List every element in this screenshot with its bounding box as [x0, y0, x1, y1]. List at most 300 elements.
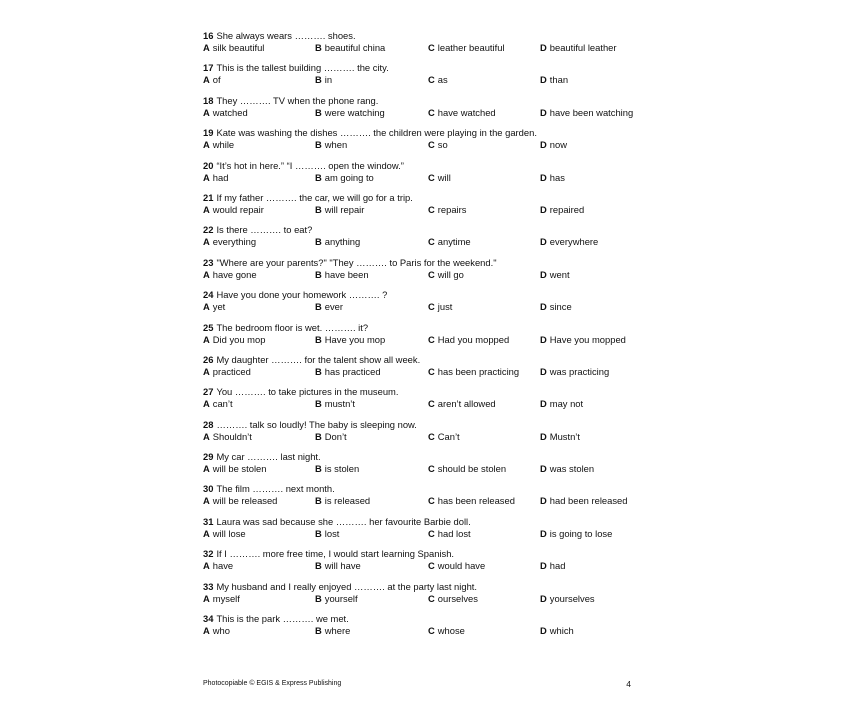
question-text: My daughter ………. for the talent show all week.: [216, 353, 421, 365]
question-text: If my father ………. the car, we will go for a trip.: [216, 191, 413, 203]
question-stem: [203, 95, 663, 107]
question-text: My car ………. last night.: [216, 451, 321, 463]
answer-option-b: [315, 593, 358, 605]
question-item: [203, 386, 663, 418]
question-number: 33: [203, 580, 214, 592]
answer-option-a: [203, 593, 240, 605]
option-text: anytime: [437, 236, 471, 248]
option-text: mustn’t: [324, 398, 355, 410]
answer-option-d: [540, 463, 594, 475]
option-text: will have: [324, 560, 361, 572]
option-text: have: [212, 560, 234, 572]
answer-option-a: [203, 528, 246, 540]
option-text: has practiced: [324, 365, 381, 377]
option-text: than: [549, 74, 569, 86]
question-stem: [203, 127, 663, 139]
question-number: 34: [203, 613, 214, 625]
option-text: have gone: [212, 268, 257, 280]
question-number: 26: [203, 353, 214, 365]
answer-option-d: [540, 528, 612, 540]
option-letter: D: [540, 495, 547, 507]
answer-option-c: [428, 107, 496, 119]
option-letter: B: [315, 560, 322, 572]
option-letter: D: [540, 592, 547, 604]
answer-options: [203, 204, 663, 216]
question-stem: [203, 192, 663, 204]
option-letter: A: [203, 268, 210, 280]
option-letter: C: [428, 301, 435, 313]
option-letter: D: [540, 42, 547, 53]
option-text: beautiful leather: [549, 42, 617, 53]
option-letter: B: [315, 365, 322, 377]
answer-option-a: [203, 431, 252, 443]
answer-option-d: [540, 172, 565, 184]
option-text: will repair: [324, 203, 365, 215]
answer-option-b: [315, 172, 374, 184]
option-text: watched: [212, 106, 248, 118]
answer-option-c: [428, 366, 519, 378]
option-text: ourselves: [437, 592, 478, 604]
option-text: repaired: [549, 203, 585, 215]
option-letter: A: [203, 625, 210, 637]
option-text: have been watching: [549, 106, 634, 118]
option-letter: C: [428, 236, 435, 248]
option-letter: A: [203, 203, 210, 215]
answer-option-c: [428, 398, 496, 410]
answer-options: [203, 236, 663, 248]
option-text: has: [549, 171, 565, 183]
question-stem: [203, 516, 663, 528]
option-text: Had you mopped: [437, 333, 510, 345]
answer-option-c: [428, 463, 506, 475]
question-number: 21: [203, 191, 214, 203]
question-text: The bedroom floor is wet. ………. it?: [216, 321, 369, 333]
option-text: of: [212, 74, 221, 86]
option-text: am going to: [324, 171, 374, 183]
page-number: 4: [626, 679, 631, 689]
option-text: yourself: [324, 592, 358, 604]
answer-option-b: [315, 236, 360, 248]
question-item: [203, 257, 663, 289]
question-text: This is the park ………. we met.: [216, 613, 349, 625]
answer-option-c: [428, 172, 451, 184]
option-text: was practicing: [549, 365, 610, 377]
option-text: everywhere: [549, 236, 599, 248]
question-stem: [203, 451, 663, 463]
option-text: when: [324, 139, 348, 151]
answer-options: [203, 463, 663, 475]
option-text: Don’t: [324, 430, 347, 442]
option-letter: B: [315, 268, 322, 280]
answer-option-d: [540, 74, 568, 86]
answer-options: [203, 431, 663, 443]
option-text: will lose: [212, 527, 246, 539]
question-text: They ………. TV when the phone rang.: [216, 94, 379, 106]
option-text: will: [437, 171, 451, 183]
option-text: had: [549, 560, 566, 572]
option-letter: A: [203, 333, 210, 345]
question-item: [203, 127, 663, 159]
answer-option-b: [315, 334, 385, 346]
option-text: yet: [212, 301, 226, 313]
option-text: ever: [324, 301, 344, 313]
answer-option-b: [315, 495, 370, 507]
option-letter: A: [203, 398, 210, 410]
option-text: may not: [549, 398, 584, 410]
answer-options: [203, 528, 663, 540]
option-text: Shouldn’t: [212, 430, 252, 442]
question-item: [203, 322, 663, 354]
answer-option-d: [540, 236, 598, 248]
option-text: Mustn’t: [549, 430, 580, 442]
option-letter: D: [540, 236, 547, 248]
question-stem: [203, 419, 663, 431]
option-letter: C: [428, 527, 435, 539]
question-text: Laura was sad because she ………. her favourite Barbie doll.: [216, 515, 471, 527]
answer-option-a: [203, 107, 248, 119]
option-letter: A: [203, 365, 210, 377]
option-text: would repair: [212, 203, 264, 215]
option-letter: D: [540, 625, 547, 637]
option-text: anything: [324, 236, 361, 248]
option-letter: A: [203, 301, 210, 313]
question-number: 16: [203, 30, 214, 41]
answer-option-c: [428, 139, 448, 151]
answer-options: [203, 107, 663, 119]
answer-option-c: [428, 334, 509, 346]
question-number: 23: [203, 256, 214, 268]
option-text: as: [437, 74, 448, 86]
option-letter: B: [315, 236, 322, 248]
question-item: [203, 483, 663, 515]
answer-option-d: [540, 560, 565, 572]
answer-options: [203, 301, 663, 313]
question-stem: [203, 160, 663, 172]
option-letter: C: [428, 560, 435, 572]
option-letter: A: [203, 527, 210, 539]
option-text: has been practicing: [437, 365, 520, 377]
question-stem: [203, 322, 663, 334]
option-text: have watched: [437, 106, 496, 118]
answer-option-c: [428, 236, 471, 248]
question-text: The film ………. next month.: [216, 483, 335, 495]
option-letter: B: [315, 106, 322, 118]
question-stem: [203, 386, 663, 398]
question-text: This is the tallest building ………. the city.: [216, 62, 389, 74]
answer-option-d: [540, 139, 567, 151]
option-text: whose: [437, 625, 465, 637]
option-letter: B: [315, 625, 322, 637]
option-text: where: [324, 625, 351, 637]
answer-option-c: [428, 204, 466, 216]
option-text: would have: [437, 560, 486, 572]
option-letter: C: [428, 365, 435, 377]
answer-option-a: [203, 139, 234, 151]
question-text: Is there ………. to eat?: [216, 224, 313, 236]
option-letter: D: [540, 268, 547, 280]
answer-option-a: [203, 204, 264, 216]
question-item: [203, 451, 663, 483]
question-number: 31: [203, 515, 214, 527]
question-text: Have you done your homework ………. ?: [216, 289, 388, 301]
option-text: beautiful china: [324, 42, 386, 53]
option-text: leather beautiful: [437, 42, 505, 53]
option-letter: B: [315, 139, 322, 151]
question-item: [203, 62, 663, 94]
option-letter: B: [315, 463, 322, 475]
answer-option-b: [315, 204, 364, 216]
question-item: [203, 160, 663, 192]
question-stem: [203, 581, 663, 593]
option-text: everything: [212, 236, 257, 248]
option-text: since: [549, 301, 572, 313]
question-number: 30: [203, 483, 214, 495]
answer-option-d: [540, 269, 570, 281]
option-text: silk beautiful: [212, 42, 265, 53]
answer-option-c: [428, 301, 452, 313]
answer-option-b: [315, 366, 381, 378]
question-number: 28: [203, 418, 214, 430]
answer-option-c: [428, 593, 478, 605]
answer-option-d: [540, 495, 627, 507]
answer-option-b: [315, 431, 347, 443]
option-letter: B: [315, 398, 322, 410]
option-letter: C: [428, 268, 435, 280]
answer-options: [203, 74, 663, 86]
option-letter: A: [203, 106, 210, 118]
option-letter: A: [203, 171, 210, 183]
option-letter: D: [540, 430, 547, 442]
option-letter: A: [203, 560, 210, 572]
option-letter: C: [428, 430, 435, 442]
option-text: myself: [212, 592, 240, 604]
question-item: [203, 30, 663, 62]
question-number: 18: [203, 94, 214, 106]
answer-option-a: [203, 74, 221, 86]
option-letter: B: [315, 42, 322, 53]
answer-options: [203, 366, 663, 378]
question-item: [203, 419, 663, 451]
answer-option-d: [540, 42, 617, 54]
option-text: so: [437, 139, 448, 151]
option-letter: B: [315, 171, 322, 183]
option-letter: D: [540, 398, 547, 410]
answer-option-b: [315, 107, 385, 119]
question-stem: [203, 548, 663, 560]
option-letter: C: [428, 74, 435, 86]
option-text: while: [212, 139, 235, 151]
option-text: is going to lose: [549, 527, 613, 539]
option-text: practiced: [212, 365, 251, 377]
answer-options: [203, 172, 663, 184]
option-text: can’t: [212, 398, 233, 410]
option-text: just: [437, 301, 453, 313]
option-text: now: [549, 139, 567, 151]
option-text: were watching: [324, 106, 385, 118]
option-letter: C: [428, 592, 435, 604]
option-letter: D: [540, 527, 547, 539]
option-letter: B: [315, 74, 322, 86]
question-item: [203, 289, 663, 321]
answer-option-a: [203, 495, 277, 507]
question-number: 24: [203, 289, 214, 301]
answer-options: [203, 42, 663, 54]
answer-option-d: [540, 334, 626, 346]
option-text: had: [212, 171, 229, 183]
answer-option-a: [203, 172, 228, 184]
answer-option-d: [540, 398, 583, 410]
answer-option-c: [428, 42, 505, 54]
question-item: [203, 516, 663, 548]
question-stem: [203, 613, 663, 625]
option-letter: B: [315, 203, 322, 215]
option-text: is stolen: [324, 463, 360, 475]
answer-options: [203, 334, 663, 346]
option-letter: C: [428, 495, 435, 507]
answer-option-a: [203, 463, 266, 475]
option-letter: D: [540, 74, 547, 86]
option-text: Can’t: [437, 430, 460, 442]
question-text: My husband and I really enjoyed ………. at the party last night.: [216, 580, 477, 592]
answer-option-a: [203, 398, 233, 410]
answer-option-d: [540, 204, 584, 216]
answer-option-a: [203, 236, 256, 248]
answer-option-b: [315, 42, 385, 54]
question-item: [203, 613, 663, 645]
option-text: yourselves: [549, 592, 595, 604]
answer-option-d: [540, 431, 580, 443]
option-letter: D: [540, 106, 547, 118]
option-text: had been released: [549, 495, 628, 507]
question-number: 32: [203, 548, 214, 560]
question-item: [203, 95, 663, 127]
option-text: will go: [437, 268, 464, 280]
question-text: Kate was washing the dishes ………. the children were playing in the garden.: [216, 127, 537, 139]
option-letter: D: [540, 560, 547, 572]
option-text: is released: [324, 495, 371, 507]
option-letter: B: [315, 430, 322, 442]
question-stem: [203, 483, 663, 495]
option-text: who: [212, 625, 230, 637]
option-letter: A: [203, 592, 210, 604]
question-item: [203, 548, 663, 580]
answer-option-c: [428, 560, 485, 572]
question-number: 19: [203, 127, 214, 139]
answer-option-b: [315, 560, 361, 572]
answer-option-b: [315, 301, 343, 313]
answer-option-d: [540, 625, 574, 637]
option-letter: D: [540, 365, 547, 377]
option-letter: A: [203, 139, 210, 151]
answer-option-d: [540, 107, 633, 119]
question-stem: [203, 289, 663, 301]
answer-option-d: [540, 301, 572, 313]
question-text: You ………. to take pictures in the museum.: [216, 386, 399, 398]
question-stem: [203, 257, 663, 269]
question-number: 25: [203, 321, 214, 333]
option-letter: C: [428, 625, 435, 637]
answer-option-a: [203, 301, 225, 313]
answer-option-a: [203, 366, 251, 378]
answer-option-a: [203, 269, 257, 281]
answer-option-a: [203, 625, 230, 637]
option-letter: B: [315, 301, 322, 313]
option-text: has been released: [437, 495, 515, 507]
answer-option-b: [315, 625, 350, 637]
option-text: lost: [324, 527, 340, 539]
answer-options: [203, 495, 663, 507]
answer-option-d: [540, 593, 595, 605]
question-stem: [203, 224, 663, 236]
option-text: Have you mopped: [549, 333, 626, 345]
question-text: “It’s hot in here.” “I ………. open the window.”: [216, 159, 404, 171]
option-letter: B: [315, 333, 322, 345]
option-text: Have you mop: [324, 333, 386, 345]
answer-option-b: [315, 74, 332, 86]
question-text: If I ………. more free time, I would start learning Spanish.: [216, 548, 455, 560]
answer-option-b: [315, 398, 355, 410]
option-text: was stolen: [549, 463, 595, 475]
answer-options: [203, 593, 663, 605]
question-text: She always wears ………. shoes.: [216, 30, 356, 41]
answer-option-a: [203, 560, 233, 572]
question-text: ………. talk so loudly! The baby is sleeping now.: [216, 418, 417, 430]
option-letter: D: [540, 301, 547, 313]
question-stem: [203, 30, 663, 42]
question-list: [203, 30, 663, 645]
answer-options: [203, 139, 663, 151]
question-stem: [203, 354, 663, 366]
question-number: 29: [203, 451, 214, 463]
question-number: 27: [203, 386, 214, 398]
answer-option-b: [315, 139, 347, 151]
option-text: went: [549, 268, 570, 280]
answer-option-c: [428, 269, 464, 281]
option-letter: C: [428, 463, 435, 475]
option-text: in: [324, 74, 333, 86]
option-letter: A: [203, 430, 210, 442]
question-text: "Where are your parents?" "They ………. to Paris for the weekend.": [216, 256, 497, 268]
option-letter: C: [428, 42, 435, 53]
question-item: [203, 581, 663, 613]
option-letter: D: [540, 171, 547, 183]
option-letter: A: [203, 463, 210, 475]
option-letter: C: [428, 106, 435, 118]
answer-option-c: [428, 74, 448, 86]
question-item: [203, 192, 663, 224]
answer-options: [203, 269, 663, 281]
answer-option-a: [203, 42, 264, 54]
option-letter: B: [315, 592, 322, 604]
option-letter: C: [428, 333, 435, 345]
option-letter: B: [315, 527, 322, 539]
option-text: will be released: [212, 495, 278, 507]
option-letter: D: [540, 333, 547, 345]
answer-option-d: [540, 366, 609, 378]
option-text: will be stolen: [212, 463, 267, 475]
answer-options: [203, 560, 663, 572]
option-text: aren’t allowed: [437, 398, 496, 410]
option-letter: A: [203, 42, 210, 53]
answer-option-c: [428, 528, 471, 540]
option-text: should be stolen: [437, 463, 507, 475]
question-number: 17: [203, 62, 214, 74]
answer-options: [203, 398, 663, 410]
option-letter: A: [203, 495, 210, 507]
option-letter: C: [428, 203, 435, 215]
answer-option-b: [315, 269, 369, 281]
answer-option-c: [428, 431, 460, 443]
